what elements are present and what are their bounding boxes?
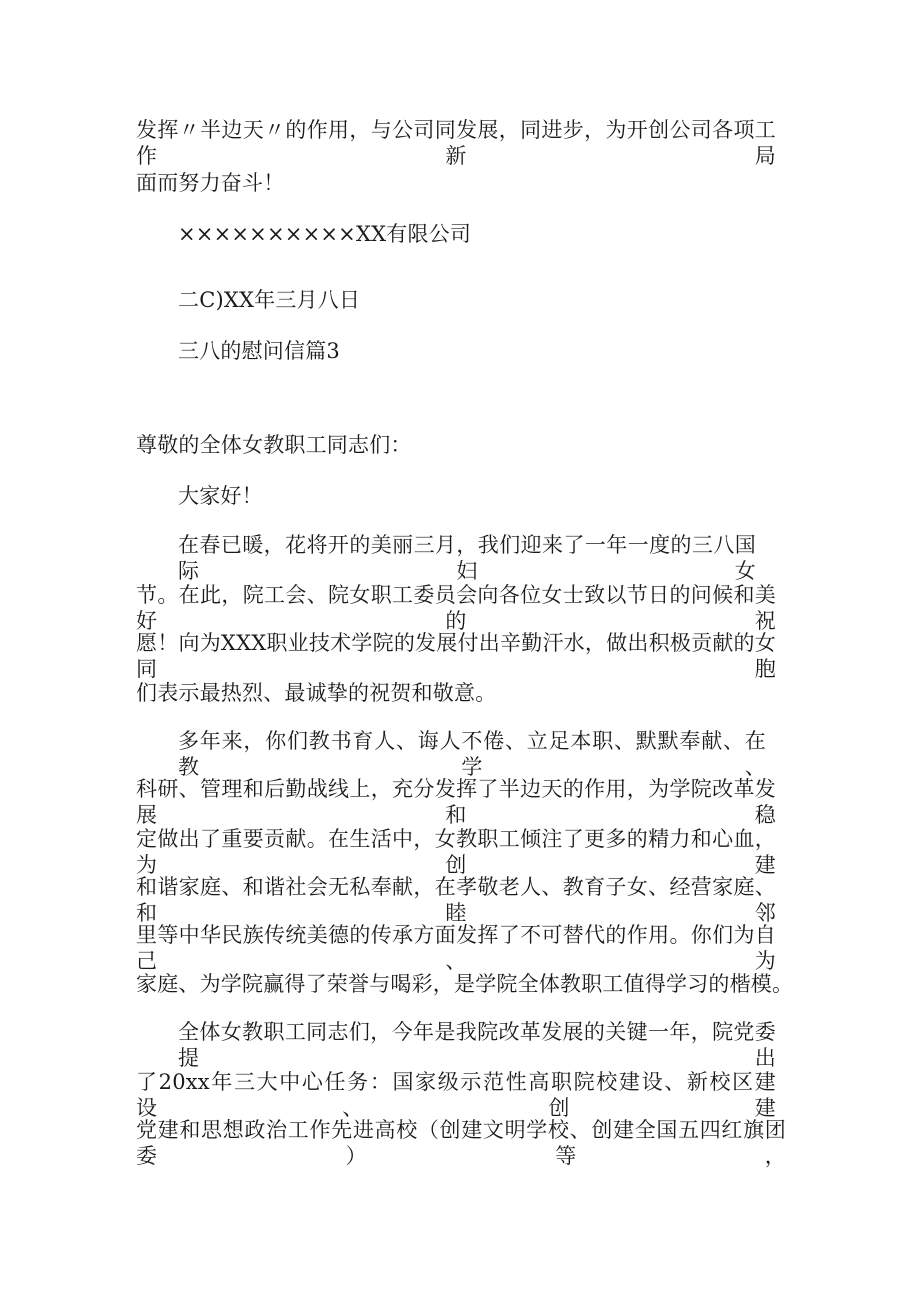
text-line-15: 和谐家庭、和谐社会无私奉献，在孝敬老人、教育子女、经营家庭、和睦邻 [136,875,776,925]
text-line-10: 愿！向为XXX职业技术学院的发展付出辛勤汗水，做出积极贡献的女同胞 [136,631,776,681]
text-line-17: 家庭、为学院赢得了荣誉与喝彩，是学院全体教职工值得学习的楷模。 [136,972,794,996]
text-line-8: 在春已暖，花将开的美丽三月，我们迎来了一年一度的三八国际妇女 [178,533,756,583]
text-line-2: 面而努力奋斗！ [136,171,285,195]
text-line-1: 发挥〃半边天〃的作用，与公司同发展，同进步，为开创公司各项工作新局 [136,118,776,168]
text-line-14: 定做出了重要贡献。在生活中，女教职工倾注了更多的精力和心血，为创建 [136,827,776,877]
company-signature: ××××××××××XX有限公司 [178,222,472,246]
text-line-20: 党建和思想政治工作先进高校（创建文明学校、创建全国五四红旗团委）等， [136,1118,786,1168]
text-line-12: 多年来，你们教书育人、诲人不倦、立足本职、默默奉献、在教学、 [178,729,766,779]
text-line-18: 全体女教职工同志们，今年是我院改革发展的关键一年，院党委提出 [178,1020,776,1070]
text-line-11: 们表示最热烈、最诚挚的祝贺和敬意。 [136,681,497,705]
letter-date: 二C)XX年三月八日 [178,288,361,312]
text-line-19: 了20xx年三大中心任务：国家级示范性高职院校建设、新校区建设、创建 [136,1070,776,1120]
text-line-9: 节。在此，院工会、院女职工委员会向各位女士致以节日的问候和美好的祝 [136,583,776,633]
text-line-16: 里等中华民族传统美德的传承方面发挥了不可替代的作用。你们为自己、为 [136,923,776,973]
text-line-13: 科研、管理和后勤战线上，充分发挥了半边天的作用，为学院改革发展和稳 [136,777,776,827]
section-heading: 三八的慰问信篇3 [178,339,340,363]
salutation: 尊敬的全体女教职工同志们： [136,433,412,457]
greeting: 大家好！ [178,484,263,508]
